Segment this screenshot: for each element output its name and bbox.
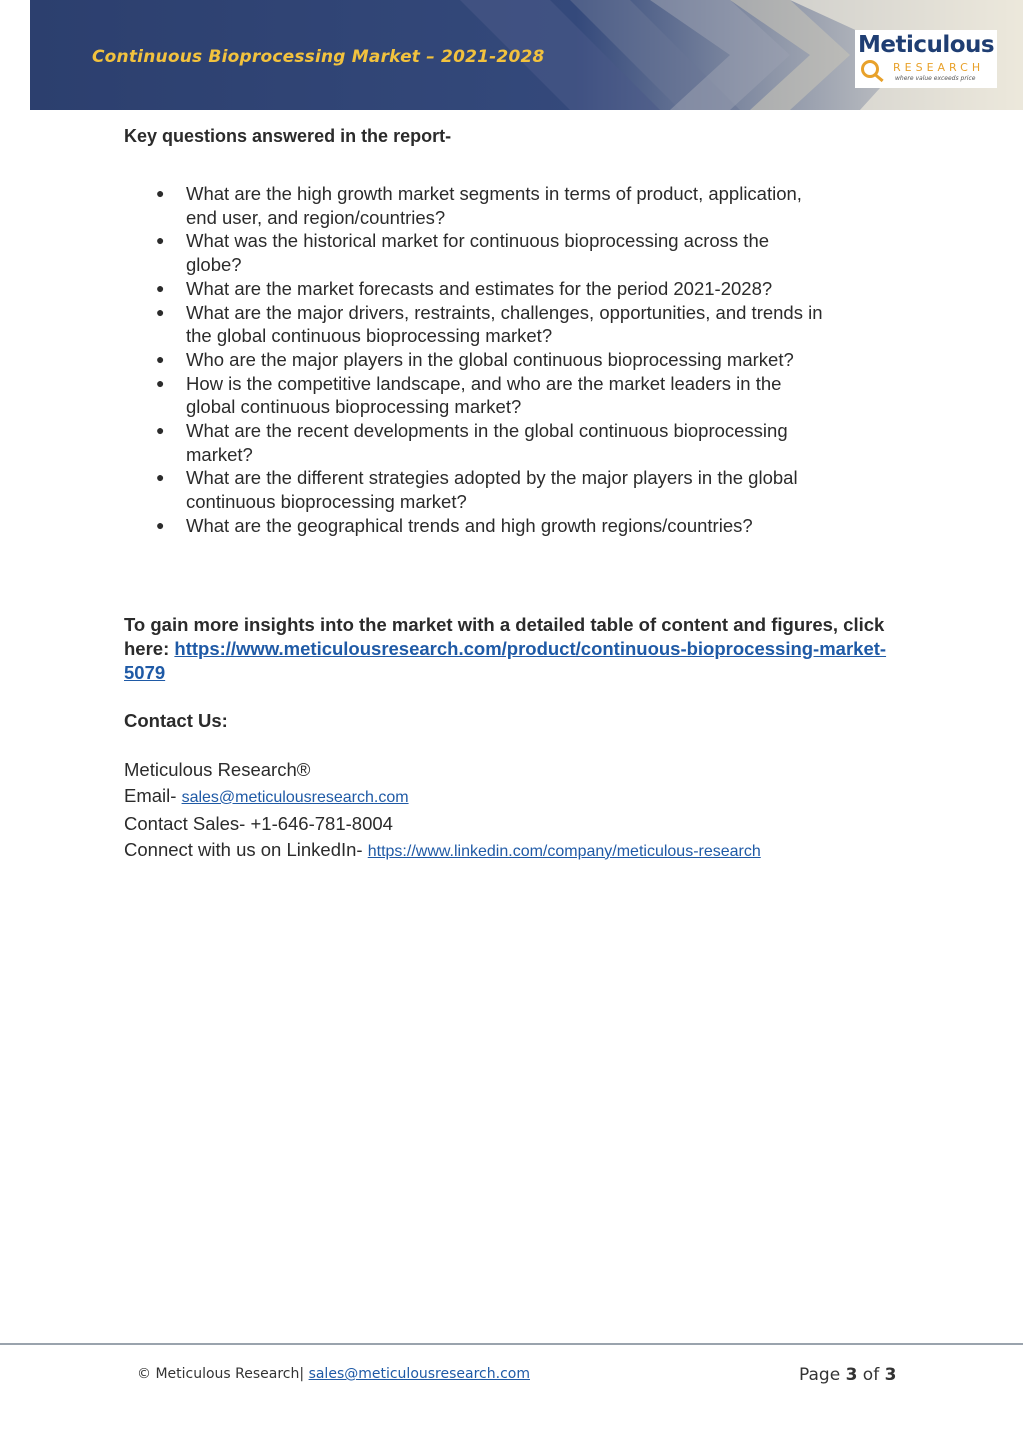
list-item: ● What are the recent developments in the global continuous bioprocessing [156, 420, 788, 442]
phone-line: Contact Sales- +1-646-781-8004 [124, 812, 393, 834]
contact-heading: Contact Us: [124, 709, 228, 731]
list-item: ● What was the historical market for continuous bioprocessing across the [156, 230, 770, 252]
list-item: ● What are the geographical trends and high growth regions/countries? [156, 514, 753, 536]
logo-main-text: Meticulous [858, 32, 995, 58]
list-item-continuation: end user, and region/countries? [186, 206, 446, 228]
list-item: ● How is the competitive landscape, and who are the market leaders in the [156, 372, 782, 394]
bullet-icon: ● [156, 422, 165, 439]
linkedin-line [124, 837, 914, 865]
page-current: 3 [845, 1365, 858, 1385]
footer-copyright [137, 1366, 530, 1382]
list-item: ● What are the high growth market segments in terms of product, application, [156, 183, 802, 204]
magnifier-handle [874, 73, 884, 82]
copyright-text: © Meticulous Research| [137, 1366, 309, 1382]
list-item: ● Who are the major players in the global continuous bioprocessing market? [156, 348, 794, 370]
page-total: 3 [884, 1365, 897, 1385]
list-item: ● What are the different strategies adopted by the major players in the global [156, 467, 798, 489]
insights-text: To gain more insights into the market with a detailed table of content and figures, click here: [124, 613, 885, 659]
bullet-icon: ● [156, 232, 165, 249]
footer-divider [0, 1343, 1023, 1345]
list-item: ● What are the major drivers, restraints, challenges, opportunities, and trends in [156, 301, 823, 323]
email-link[interactable]: sales@meticulousresearch.com [181, 788, 409, 806]
list-item-continuation: global continuous bioprocessing market? [186, 396, 522, 418]
page-word: Page [799, 1365, 846, 1385]
bullet-icon: ● [156, 185, 165, 201]
company-name: Meticulous Research® [124, 758, 311, 780]
bullet-icon: ● [156, 374, 165, 391]
report-content [124, 124, 914, 865]
page-of: of [857, 1365, 885, 1385]
contact-block [124, 757, 914, 865]
linkedin-link[interactable]: https://www.linkedin.com/company/meticulous-research [367, 842, 761, 860]
linkedin-label: Connect with us on LinkedIn- [124, 838, 368, 860]
questions-list [124, 182, 914, 538]
footer-email-link[interactable]: sales@meticulousresearch.com [308, 1366, 530, 1382]
bullet-icon: ● [156, 516, 165, 533]
list-item-continuation: continuous bioprocessing market? [186, 491, 467, 513]
list-item-continuation: globe? [186, 254, 242, 276]
insights-paragraph [124, 613, 914, 685]
header-title: Continuous Bioprocessing Market – 2021-2028 [92, 47, 545, 67]
logo-sub-text: RESEARCH [893, 61, 985, 74]
list-item-continuation: the global continuous bioprocessing market? [186, 325, 553, 347]
bullet-icon: ● [156, 350, 165, 367]
list-item-continuation: market? [186, 443, 253, 465]
bullet-icon: ● [156, 469, 165, 486]
email-label: Email- [124, 784, 182, 806]
page-number [799, 1365, 896, 1385]
meticulous-research-logo [855, 30, 997, 88]
product-link[interactable]: https://www.meticulousresearch.com/product/continuous-bioprocessing-market-5079 [124, 637, 887, 683]
key-questions-heading: Key questions answered in the report- [124, 126, 452, 146]
page-header [30, 0, 1023, 110]
email-line [124, 783, 914, 811]
list-item: ● What are the market forecasts and estimates for the period 2021-2028? [156, 277, 773, 299]
bullet-icon: ● [156, 303, 165, 320]
bullet-icon: ● [156, 279, 165, 296]
logo-tagline: where value exceeds price [895, 75, 976, 82]
